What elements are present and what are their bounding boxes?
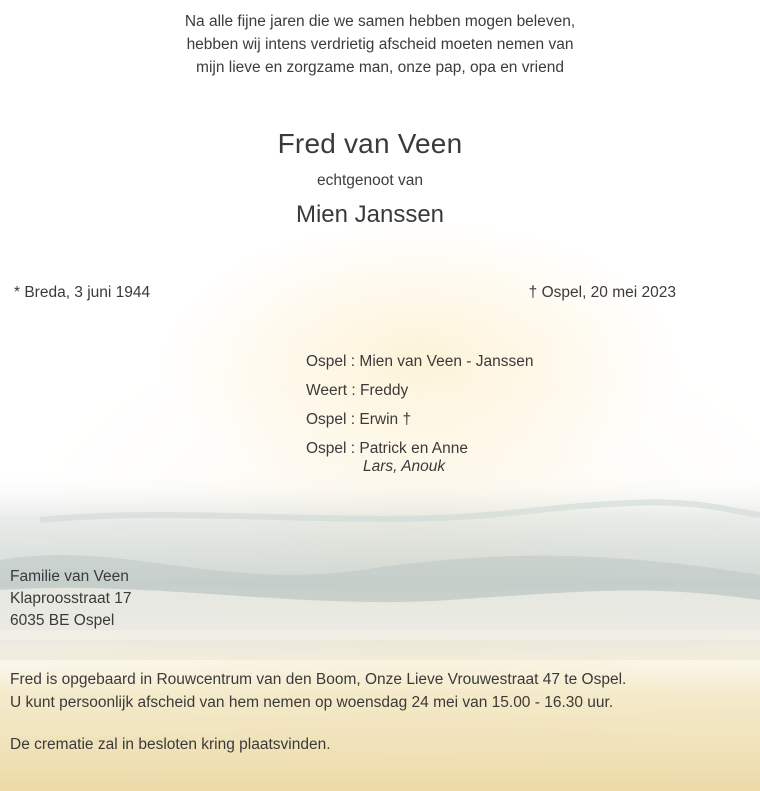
relation-label: echtgenoot van [316,172,423,189]
address-line: Klaproosstraat 17 [10,590,132,607]
cremation-notice: De crematie zal in besloten kring plaatsvinden. [10,736,331,753]
family-list [306,347,533,477]
family-line: Ospel : Patrick en Anne [306,440,468,457]
intro-line: hebben wij intens verdrietig afscheid moeten nemen van [186,36,574,53]
spouse-name: Mien Janssen [295,201,445,228]
notice-line: U kunt persoonlijk afscheid van hem nemen op woensdag 24 mei van 15.00 - 16.30 uur. [10,694,614,711]
address-line: Familie van Veen [10,568,129,585]
family-line: Weert : Freddy [306,382,409,399]
notice-line: Fred is opgebaard in Rouwcentrum van den Boom, Onze Lieve Vrouwestraat 47 te Ospel. [10,671,627,688]
intro-line: mijn lieve en zorgzame man, onze pap, opa en vriend [196,59,564,76]
family-line: Ospel : Mien van Veen - Janssen [306,353,534,370]
family-address [10,566,132,632]
family-line: Ospel : Erwin † [306,411,412,428]
intro-text [0,10,760,79]
viewing-notice [10,668,626,714]
grandchildren: Lars, Anouk [363,458,446,475]
deceased-name: Fred van Veen [277,128,463,159]
intro-line: Na alle fijne jaren die we samen hebben mogen beleven, [184,13,576,30]
birth-date: * Breda, 3 juni 1944 [14,284,151,301]
death-date: † Ospel, 20 mei 2023 [528,284,676,301]
address-line: 6035 BE Ospel [10,612,115,629]
